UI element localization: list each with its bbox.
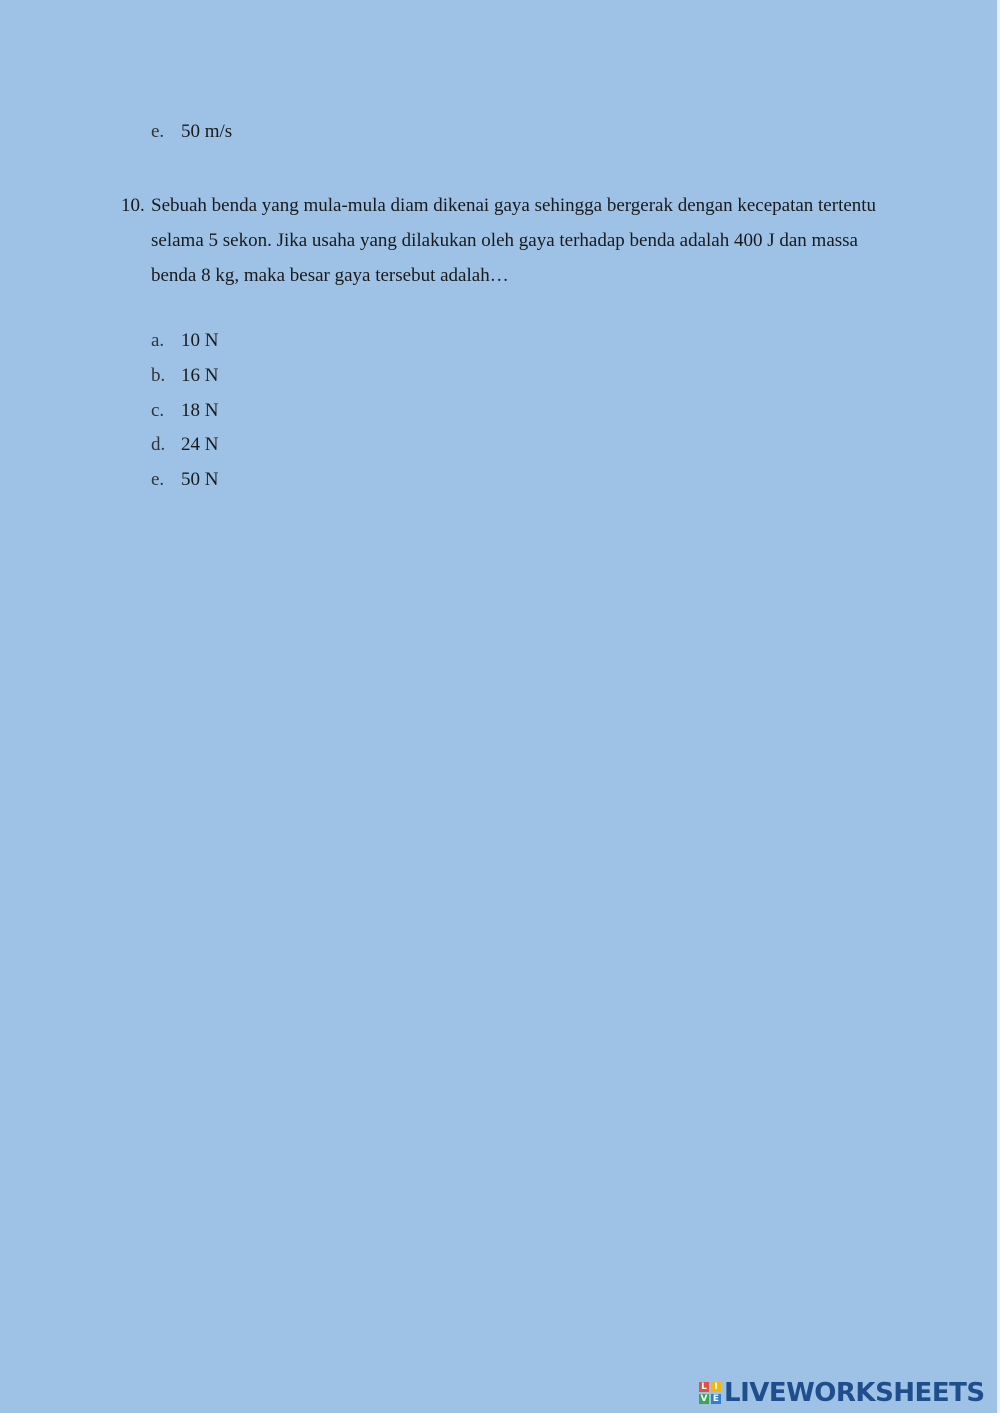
option-text: 24 N xyxy=(181,434,219,455)
option-letter: e. xyxy=(151,469,165,490)
option-b[interactable] xyxy=(151,364,218,388)
liveworksheets-mark-icon xyxy=(698,1381,722,1405)
option-a[interactable] xyxy=(151,329,218,353)
option-letter: d. xyxy=(151,434,166,455)
option-letter: c. xyxy=(151,400,165,421)
logo-mark-i: I xyxy=(710,1381,722,1393)
option-d[interactable] xyxy=(151,433,218,457)
option-text: 16 N xyxy=(181,365,219,386)
option-letter: a. xyxy=(151,330,165,351)
option-e[interactable] xyxy=(151,468,218,492)
option-text: 50 N xyxy=(181,469,219,490)
option-c[interactable] xyxy=(151,399,218,423)
option-text: 18 N xyxy=(181,400,219,421)
logo-mark-l: L xyxy=(698,1381,710,1393)
logo-text: LIVEWORKSHEETS xyxy=(724,1378,985,1408)
option-text: 50 m/s xyxy=(181,121,233,142)
question-number: 10. xyxy=(121,195,145,216)
question-text: Sebuah benda yang mula-mula diam dikenai gaya sehingga bergerak dengan kecepatan tertentu selama 5 sekon. Jika usaha yang dilakukan oleh gaya terhadap benda adalah 400 J dan massa benda 8 kg, maka besar gaya tersebut adalah… xyxy=(151,195,877,286)
logo-mark-e: E xyxy=(710,1393,722,1405)
option-letter: b. xyxy=(151,365,166,386)
liveworksheets-logo[interactable] xyxy=(698,1378,985,1408)
question-10 xyxy=(121,188,881,293)
logo-mark-v: V xyxy=(698,1393,710,1405)
option-text: 10 N xyxy=(181,330,219,351)
previous-option-e xyxy=(151,120,232,144)
option-letter: e. xyxy=(151,121,165,142)
